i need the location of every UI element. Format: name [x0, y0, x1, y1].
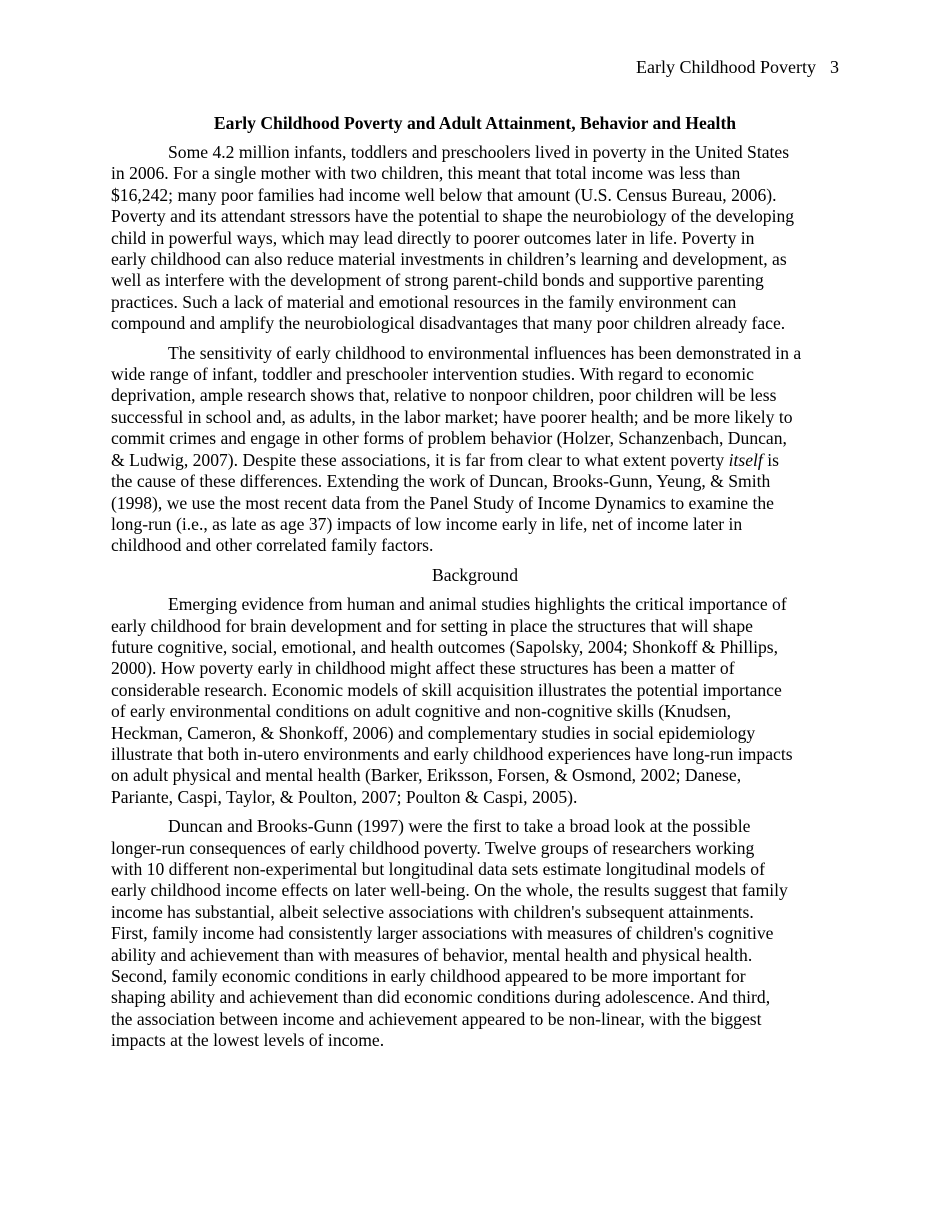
text-line: on adult physical and mental health (Barker, Eriksson, Forsen, & Osmond, 2002; Danese,	[111, 765, 742, 786]
text-line: early childhood for brain development and for setting in place the structures that will shape	[111, 615, 753, 636]
text-line: shaping ability and achievement than did economic conditions during adolescence. And third,	[111, 987, 771, 1008]
text-line: Duncan and Brooks-Gunn (1997) were the first to take a broad look at the possible	[168, 816, 751, 837]
section-heading-background: Background	[432, 564, 518, 585]
paragraph-1	[111, 142, 839, 335]
text-line: early childhood income effects on later well-being. On the whole, the results suggest that family	[111, 880, 788, 901]
text-line: Pariante, Caspi, Taylor, & Poulton, 2007; Poulton & Caspi, 2005).	[111, 786, 578, 807]
paragraph-2	[111, 343, 839, 557]
running-head-title: Early Childhood Poverty	[636, 57, 816, 77]
paragraph-4	[111, 816, 839, 1051]
text-line: impacts at the lowest levels of income.	[111, 1030, 385, 1051]
text-segment: is	[762, 449, 779, 470]
text-line: wide range of infant, toddler and preschooler intervention studies. With regard to economic	[111, 364, 754, 385]
text-line: Second, family economic conditions in early childhood appeared to be more important for	[111, 966, 746, 987]
text-line: longer-run consequences of early childhood poverty. Twelve groups of researchers working	[111, 837, 755, 858]
emphasis-itself: itself	[728, 449, 763, 470]
text-line: Poverty and its attendant stressors have the potential to shape the neurobiology of the developing	[111, 206, 795, 227]
text-segment: & Ludwig, 2007). Despite these associations, it is far from clear to what extent poverty	[111, 449, 729, 470]
text-line: First, family income had consistently larger associations with measures of children's cognitive	[111, 923, 774, 944]
text-line: 2000). How poverty early in childhood might affect these structures has been a matter of	[111, 658, 735, 679]
text-line: $16,242; many poor families had income well below that amount (U.S. Census Bureau, 2006).	[111, 184, 777, 205]
paper-title: Early Childhood Poverty and Adult Attainment, Behavior and Health	[213, 113, 737, 133]
text-line: well as interfere with the development of strong parent-child bonds and supportive parenting	[111, 270, 764, 291]
text-line: Emerging evidence from human and animal studies highlights the critical importance of	[168, 594, 787, 615]
text-line: with 10 different non-experimental but longitudinal data sets estimate longitudinal models of	[111, 859, 765, 879]
text-line: future cognitive, social, emotional, and health outcomes (Sapolsky, 2004; Shonkoff & Phillips,	[111, 636, 779, 657]
text-line: the cause of these differences. Extending the work of Duncan, Brooks-Gunn, Yeung, & Smith	[111, 471, 771, 492]
text-line-with-emphasis	[111, 450, 839, 471]
document-body	[111, 112, 839, 1060]
text-line: (1998), we use the most recent data from the Panel Study of Income Dynamics to examine the	[111, 492, 774, 513]
text-line: Heckman, Cameron, & Shonkoff, 2006) and complementary studies in social epidemiology	[111, 722, 756, 743]
text-line: practices. Such a lack of material and emotional resources in the family environment can	[111, 291, 737, 312]
paragraph-3	[111, 594, 839, 808]
text-line: Some 4.2 million infants, toddlers and preschoolers lived in poverty in the United States	[168, 142, 790, 162]
text-line: illustrate that both in-utero environments and early childhood experiences have long-run impacts	[111, 743, 793, 764]
text-line: child in powerful ways, which may lead directly to poorer outcomes later in life. Poverty in	[111, 227, 755, 248]
text-line: of early environmental conditions on adult cognitive and non-cognitive skills (Knudsen,	[111, 701, 732, 722]
text-line: commit crimes and engage in other forms of problem behavior (Holzer, Schanzenbach, Duncan,	[111, 428, 787, 449]
text-line: long-run (i.e., as late as age 37) impacts of low income early in life, net of income later in	[111, 513, 743, 534]
text-line: income has substantial, albeit selective associations with children's subsequent attainments.	[111, 901, 754, 922]
text-line: early childhood can also reduce material investments in children’s learning and development, as	[111, 249, 787, 270]
text-line: childhood and other correlated family factors.	[111, 535, 434, 556]
text-line: in 2006. For a single mother with two children, this meant that total income was less than	[111, 163, 741, 184]
running-head	[636, 56, 839, 78]
text-line: considerable research. Economic models of skill acquisition illustrates the potential importance	[111, 679, 782, 700]
text-line: The sensitivity of early childhood to environmental influences has been demonstrated in a	[168, 342, 802, 363]
text-line: the association between income and achievement appeared to be non-linear, with the biggest	[111, 1008, 762, 1029]
text-line: successful in school and, as adults, in the labor market; have poorer health; and be more likely to	[111, 406, 793, 427]
page-number: 3	[830, 57, 839, 77]
text-line: ability and achievement than with measures of behavior, mental health and physical health.	[111, 944, 753, 965]
text-line: compound and amplify the neurobiological disadvantages that many poor children already face.	[111, 313, 786, 334]
text-line: deprivation, ample research shows that, relative to nonpoor children, poor children will be less	[111, 385, 777, 406]
